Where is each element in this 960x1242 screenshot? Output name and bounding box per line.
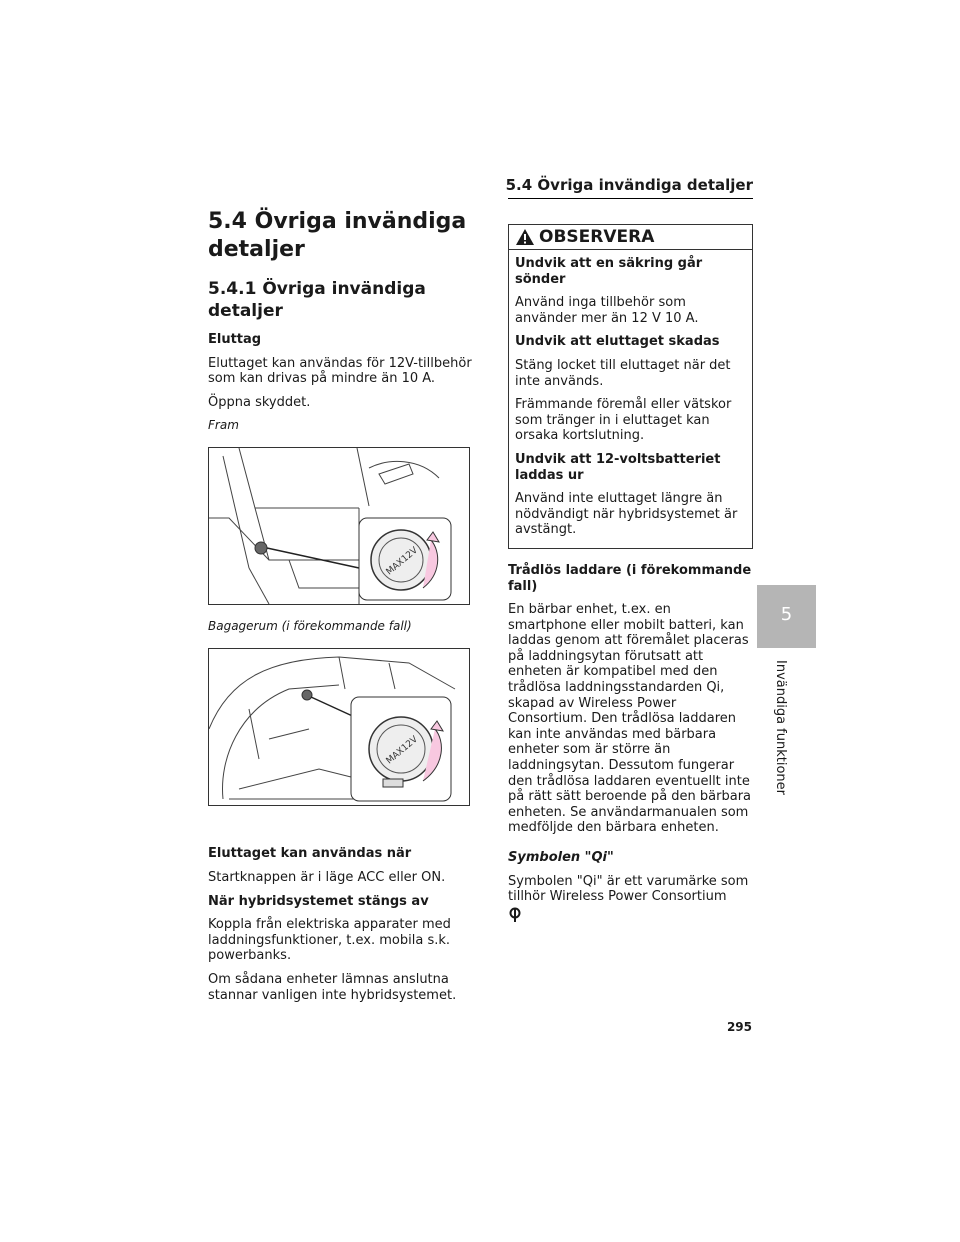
cap-label-2: MAX12V <box>384 734 420 767</box>
eluttag-heading: Eluttag <box>208 332 262 347</box>
page-number: 295 <box>726 1020 752 1034</box>
open-cover-text: Öppna skyddet. <box>208 394 311 410</box>
running-header: 5.4 Övriga invändiga detaljer <box>505 176 753 194</box>
wireless-heading: Trådlös laddare (i förekommande fall) <box>508 562 752 594</box>
front-outlet-illustration <box>209 448 469 604</box>
fram-label: Fram <box>208 418 239 433</box>
observera-header <box>509 225 752 250</box>
obs-heading-3: Undvik att 12-voltsbatteriet laddas ur <box>515 451 721 483</box>
obs-text-4: Använd inte eluttaget längre än nödvändigt när hybridsystemet är avstängt. <box>515 491 738 538</box>
hybrid-off-text-1: Koppla från elektriska apparater med laddningsfunktioner, t.ex. mobila s.k. powerbanks. <box>208 917 451 964</box>
subsection-title: 5.4.1 Övriga invändiga detaljer <box>208 279 426 321</box>
obs-text-2: Stäng locket till eluttaget när det inte används. <box>515 357 731 389</box>
warning-icon <box>515 228 535 246</box>
trunk-outlet-figure <box>208 648 470 806</box>
cap-label: MAX12V <box>384 545 420 578</box>
chapter-label <box>770 660 790 800</box>
observera-body <box>509 250 752 548</box>
observera-title: OBSERVERA <box>539 227 655 247</box>
left-column <box>208 208 476 1011</box>
obs-text-3: Främmande föremål eller vätskor som tränger in i eluttaget kan orsaka kortslutning. <box>515 397 732 444</box>
usable-text: Startknappen är i läge ACC eller ON. <box>208 869 446 885</box>
eluttag-text: Eluttaget kan användas för 12V-tillbehör som kan drivas på mindre än 10 A. <box>208 355 472 387</box>
right-column <box>508 224 753 927</box>
observera-box <box>508 224 753 549</box>
chapter-label-text: Invändiga funktioner <box>773 660 788 796</box>
front-outlet-figure <box>208 447 470 605</box>
qi-text: Symbolen "Qi" är ett varumärke som tillhör Wireless Power Consortium <box>508 873 749 905</box>
wireless-text: En bärbar enhet, t.ex. en smartphone eller mobilt batteri, kan laddas genom att föremålet placeras på laddningsytan förutsatt att enheten är kompatibel med den trådlösa laddningsstandarden Qi, skapad av Wireless Power Consortium. Den trådlösa laddaren kan inte användas med bärbara enheter som är större än laddningsytan. Dessutom fungerar den trådlösa laddaren eventuellt inte på rätt sätt beroende på den bärbara enheten. Se användarmanualen som medföljde den bärbara enheten. <box>508 602 752 836</box>
usable-heading: Eluttaget kan användas när <box>208 846 412 862</box>
obs-text-1: Använd inga tillbehör som använder mer än 12 V 10 A. <box>515 295 699 326</box>
trunk-caption: Bagagerum (i förekommande fall) <box>208 619 412 634</box>
trunk-outlet-illustration <box>209 649 469 805</box>
header-rule <box>508 198 753 199</box>
hybrid-off-heading: När hybridsystemet stängs av <box>208 893 429 909</box>
obs-heading-2: Undvik att eluttaget skadas <box>515 334 720 350</box>
obs-heading-1: Undvik att en säkring går sönder <box>515 256 703 287</box>
chapter-number: 5 <box>780 604 793 625</box>
qi-heading: Symbolen "Qi" <box>508 850 614 865</box>
qi-icon <box>508 907 522 923</box>
hybrid-off-text-2: Om sådana enheter lämnas anslutna stannar vanligen inte hybridsystemet. <box>208 971 457 1003</box>
section-title: 5.4 Övriga invändiga detaljer <box>208 209 467 262</box>
